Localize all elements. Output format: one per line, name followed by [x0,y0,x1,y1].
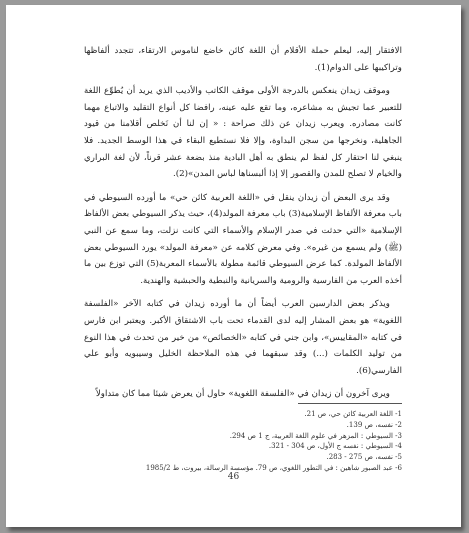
footnote: 4- السيوطي : نفسه ج الأول، ص 304 - 321. [268,442,402,451]
footnote: 3- السيوطي : المزهر في علوم اللغة العربية، ج 1 ص 294. [229,431,402,440]
footnote-separator [298,403,402,404]
paragraph: وموقف زيدان ينعكس بالدرجة الأولى موقف الكاتب والأديب الذي يريد أن يُطوِّع اللغة للتعبير عما تجيش به مشاعره، وما تقع عليه عينه، رافضا كل أنواع التقليد والاتباع مهما كانت مصادره. ويعرب زيدان عن ذلك صراحة : « إن لنا أن نَخلص أقلامنا من قيود الجاهلية، ونخرجها من سجن البداوة، وإلا فلا نستطيع البقاء في هذا الوسط الجديد. فلا ينبغي لنا احتقار كل لفظ لم ينطق به أهل البادية منذ بضعة عشر قرناً، لأن لغة البراري والخيام لا تصلح للمدن والقصور إلا إذا ألبسناها لباس المدن»(2). [84,86,402,180]
paragraph: ويذكر بعض الدارسين العرب أيضاً أن ما أورده زيدان في كتابه الآخر «الفلسفة اللغوية» هو بعض المشار إليه لدى القدماء تحت باب الاشتقاق الأكبر. ويعتبر ابن فارس في كتابه «المقاييس»، وابن جني في كتابه «الخصائص» من خير من تحدث في هذا النوع من توليد الكلمات (...) وقد سبقهما في هذه الملاحظة الخليل وسيبويه وأبو علي الفارسي(6). [84,299,402,376]
footnote: 1- اللغة العربية كائن حي، ص 21. [304,410,402,418]
paragraph: وقد يرى البعض أن زيدان ينقل في «اللغة العربية كائن حي» ما أورده السيوطي في باب معرفة الألفاظ الإسلامية(3) باب معرفة المولد(4)، حيث يذكر السيوطي بعض الألفاظ الإسلامية «التي حدثت في صدر الإسلام والأسماء التي كانت نزلت، وما سمع عن النبي (ﷺ) ولم يسمع من غيره». وفي معرض كلامه عن «معرفة المولد» يورد السيوطي بعض الألفاظ المولدة. كما عرض السيوطي قائمة مطولة بالأسماء المعربة(5) التي توزع بين ما أخذه العرب من الفارسية والرومية والسريانية والنبطية والحبشية والهندية. [84,192,402,286]
footnote: 2- نفسه، ص 139. [346,420,402,429]
page-number: 46 [227,472,240,482]
body-text [84,43,402,410]
footnote: 5- نفسه، ص 275 - 283. [326,453,402,462]
footnote: 6- عبد الصبور شاهين : في التطور اللغوي، ص 79. مؤسسة الرسالة، بيروت، ط 1985/2 [145,463,402,472]
footnotes [84,409,402,474]
document-page [6,5,461,527]
paragraph: الافتقار إليه، ليعلم حملة الأقلام أن اللغة كائن خاضع لناموس الارتقاء، تتجدد ألفاظها وتراكيبها على الدوام(1). [84,46,402,73]
paragraph: ويرى آخرون أن زيدان في «الفلسفة اللغوية» حاول أن يعرض شيئا مما كان متداولاً [95,389,390,400]
